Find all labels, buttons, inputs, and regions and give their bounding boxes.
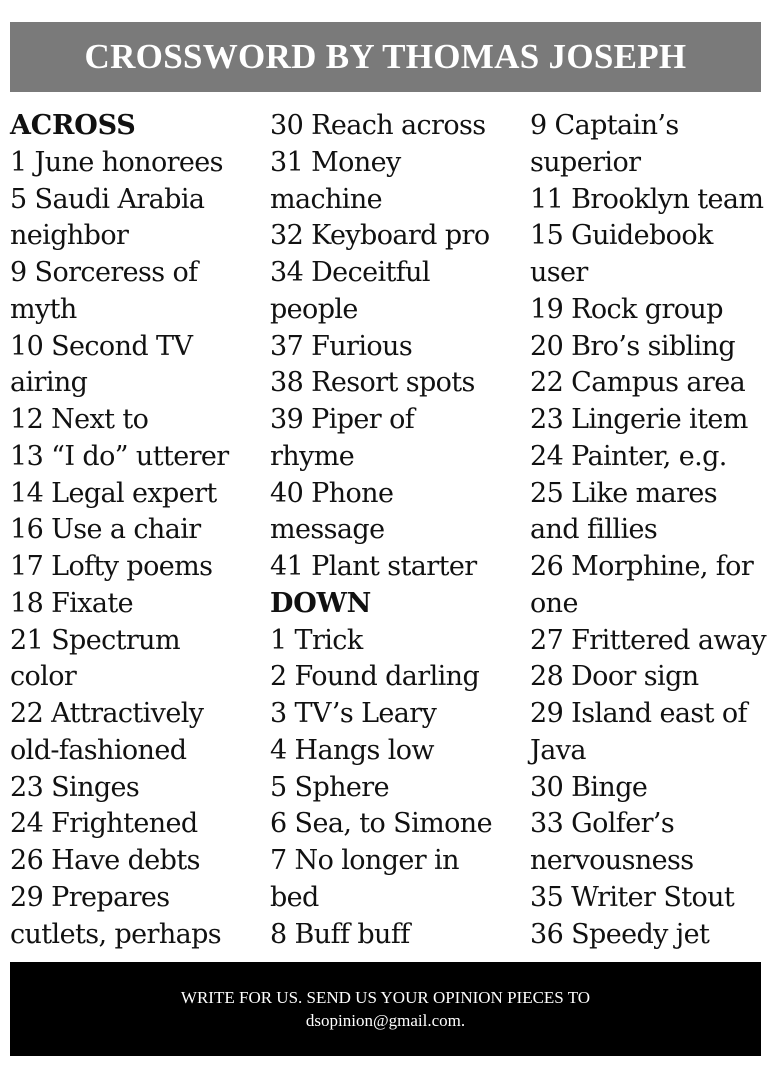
clue-line: 36 Speedy jet xyxy=(530,918,710,950)
clue-line: 30 Reach across xyxy=(270,110,486,141)
clue-line: 22 Attractively xyxy=(10,698,204,729)
clue-line: 26 Morphine, for xyxy=(530,551,754,582)
clue-line: 9 Sorceress of xyxy=(10,257,198,288)
clue-line: 9 Captain’s xyxy=(530,110,679,141)
clue-line: old-fashioned xyxy=(10,734,187,766)
clue-line: neighbor xyxy=(10,220,129,252)
clue-line: superior xyxy=(530,146,641,178)
clue-line: 40 Phone xyxy=(270,477,394,509)
clue-line: 34 Deceitful xyxy=(270,257,430,288)
clue-line: 22 Campus area xyxy=(530,367,746,399)
clue-line: color xyxy=(10,661,77,693)
clue-line: 19 Rock group xyxy=(530,293,723,325)
clue-line: 11 Brooklyn team xyxy=(530,183,764,215)
clue-line: Java xyxy=(530,734,586,766)
clue-line: 31 Money xyxy=(270,146,401,178)
clue-line: 6 Sea, to Simone xyxy=(270,808,492,840)
clue-line: 25 Like mares xyxy=(530,477,718,509)
clue-line: cutlets, perhaps xyxy=(10,918,222,950)
clue-line: bed xyxy=(270,881,319,913)
clue-line: 23 Singes xyxy=(10,771,140,803)
clue-line: 8 Buff buff xyxy=(270,918,410,950)
clue-line: 27 Frittered away xyxy=(530,624,767,656)
clue-line: 17 Lofty poems xyxy=(10,551,213,582)
clue-line: 39 Piper of xyxy=(270,404,415,435)
clue-column-3 xyxy=(530,108,770,953)
clue-line: 21 Spectrum xyxy=(10,624,180,656)
clues-columns xyxy=(10,108,767,953)
clue-line: 32 Keyboard pro xyxy=(270,220,490,252)
clue-line: 1 Trick xyxy=(270,624,363,656)
clue-line: 38 Resort spots xyxy=(270,367,475,399)
clue-line: 1 June honorees xyxy=(10,146,223,178)
footer-banner xyxy=(10,962,761,1056)
clue-line: 7 No longer in xyxy=(270,845,459,876)
clue-line: 5 Sphere xyxy=(270,771,389,803)
clue-line: rhyme xyxy=(270,440,355,472)
clue-line: myth xyxy=(10,293,77,325)
clue-line: 2 Found darling xyxy=(270,661,480,693)
clue-line: nervousness xyxy=(530,845,694,876)
footer-line-2: dsopinion@gmail.com. xyxy=(305,1011,466,1030)
clue-line: 35 Writer Stout xyxy=(530,881,735,913)
page-title: CROSSWORD BY THOMAS JOSEPH xyxy=(84,37,687,76)
footer-line-1: WRITE FOR US. SEND US YOUR OPINION PIECES TO xyxy=(180,988,591,1007)
clue-line: people xyxy=(270,293,358,325)
clue-line: 4 Hangs low xyxy=(270,734,434,766)
clue-line: 18 Fixate xyxy=(10,587,134,619)
clue-column-2 xyxy=(270,108,528,953)
clue-column-1 xyxy=(10,108,268,953)
section-heading: DOWN xyxy=(270,587,372,619)
clue-line: 23 Lingerie item xyxy=(530,404,748,435)
clue-line: 5 Saudi Arabia xyxy=(10,183,205,215)
clue-line: 26 Have debts xyxy=(10,845,200,876)
clue-line: 29 Prepares xyxy=(10,881,170,913)
clue-line: 28 Door sign xyxy=(530,661,699,693)
clue-line: 16 Use a chair xyxy=(10,514,201,546)
clue-line: one xyxy=(530,587,578,619)
section-heading: ACROSS xyxy=(10,110,136,141)
clue-line: 24 Frightened xyxy=(10,808,198,840)
clue-line: machine xyxy=(270,183,383,215)
clue-line: 3 TV’s Leary xyxy=(270,698,437,729)
clue-line: message xyxy=(270,514,385,546)
clue-line: airing xyxy=(10,367,88,399)
clue-line: 15 Guidebook xyxy=(530,220,713,252)
clue-line: 30 Binge xyxy=(530,771,648,803)
clue-line: 24 Painter, e.g. xyxy=(530,440,727,472)
clue-line: 20 Bro’s sibling xyxy=(530,330,736,362)
clue-line: 14 Legal expert xyxy=(10,477,217,509)
clue-line: 41 Plant starter xyxy=(270,551,477,582)
clue-line: user xyxy=(530,257,588,288)
crossword-header xyxy=(10,22,761,92)
clue-line: 33 Golfer’s xyxy=(530,808,675,840)
clue-line: 10 Second TV xyxy=(10,330,193,362)
clue-line: 29 Island east of xyxy=(530,698,747,729)
clue-line: 12 Next to xyxy=(10,404,149,435)
clue-line: 37 Furious xyxy=(270,330,413,362)
clue-line: and fillies xyxy=(530,514,658,546)
clue-line: 13 “I do” utterer xyxy=(10,440,229,472)
